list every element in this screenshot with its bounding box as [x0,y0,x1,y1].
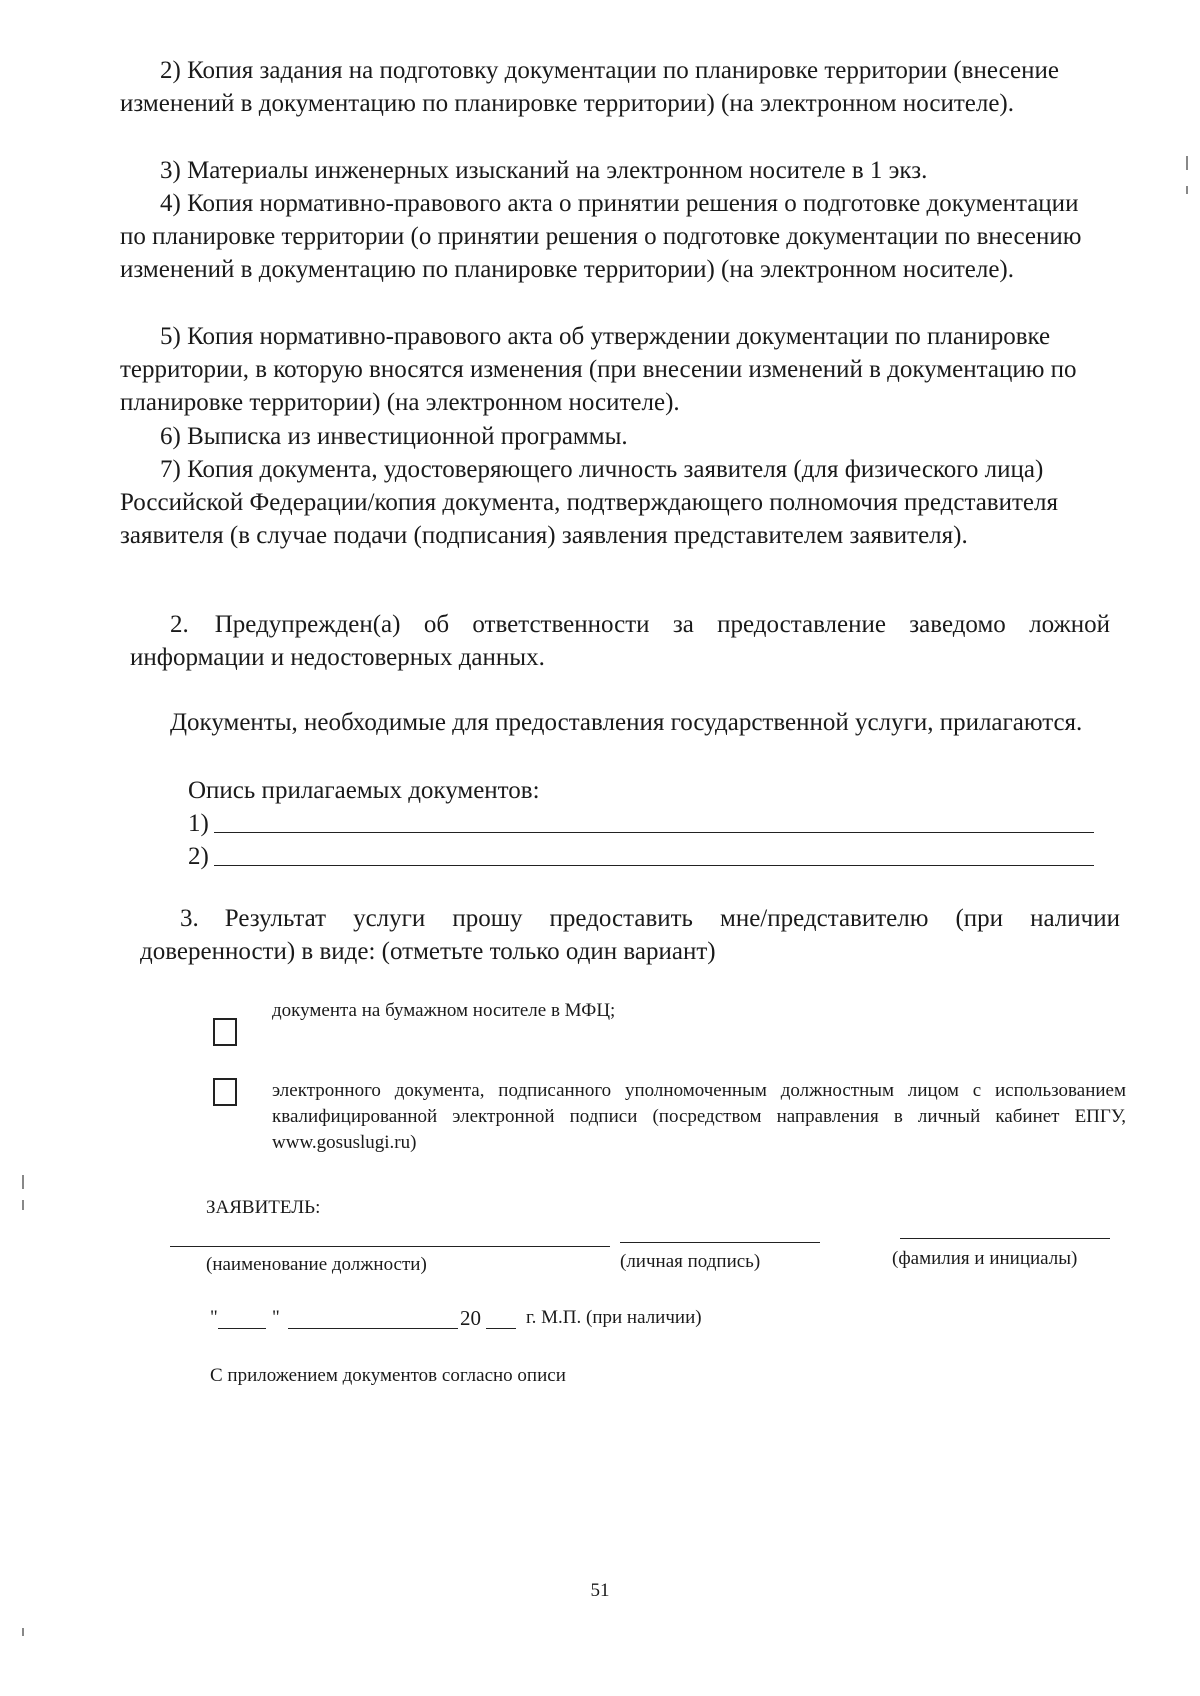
scan-mark [22,1175,24,1189]
section-2 [130,608,1110,674]
date-year-line[interactable] [486,1328,516,1329]
name-line[interactable] [900,1238,1110,1239]
list-item-4: 4) Копия нормативно-правового акта о принятии решения о подготовке документации по планировке территории (о принятии решения о подготовке документации по внесению изменений в документацию по планировке территории) (на электронном носителе). [120,190,1082,283]
signature-caption: (личная подпись) [620,1251,761,1272]
name-caption: (фамилия и инициалы) [892,1248,1078,1269]
section-2-text: Предупрежден(а) об ответственности за предоставление заведомо ложной информации и недостоверных данных. [130,611,1110,671]
section-3-number: 3. [180,905,199,932]
date-month-line[interactable] [288,1328,458,1329]
list-item-5: 5) Копия нормативно-правового акта об утверждении документации по планировке территории, в которую вносятся изменения (при внесении изменений в документацию по планировке территории) (на электронном носителе). [120,323,1077,416]
page-number: 51 [590,1580,610,1601]
inventory-line-1-label: 1) [188,810,209,837]
documents-attached-text: Документы, необходимые для предоставления государственной услуги, прилагаются. [170,709,1083,736]
position-line[interactable] [170,1246,610,1247]
position-caption: (наименование должности) [206,1254,427,1275]
section-3-text: Результат услуги прошу предоставить мне/представителю (при наличии доверенности) в виде: (отметьте только один вариант) [140,905,1120,965]
inventory-line-2-label: 2) [188,843,209,870]
date-year-suffix: г. М.П. (при наличии) [526,1307,702,1328]
section-2-number: 2. [170,611,189,638]
list-item-2: 2) Копия задания на подготовку документации по планировке территории (внесение изменений в документацию по планировке территории) (на электронном носителе). [120,57,1059,117]
list-item-3: 3) Материалы инженерных изысканий на электронном носителе в 1 экз. [160,157,928,184]
option-paper-label: документа на бумажном носителе в МФЦ; [272,1000,616,1021]
scan-mark [1186,156,1188,170]
signature-line[interactable] [620,1242,820,1243]
inventory-line-2[interactable] [214,865,1094,866]
date-day-line[interactable] [218,1328,266,1329]
date-close-quote: " [272,1307,280,1328]
attachments-note: С приложением документов согласно описи [210,1365,566,1386]
scan-mark [1186,186,1188,194]
scan-mark [22,1628,24,1636]
list-item-7: 7) Копия документа, удостоверяющего личность заявителя (для физического лица) Российской Федерации/копия документа, подтверждающего полномочия представителя заявителя (в случае подачи (подписания) заявления представителем заявителя). [120,456,1058,549]
applicant-heading: ЗАЯВИТЕЛЬ: [206,1197,321,1218]
date-year-prefix: 20 [460,1306,481,1330]
date-open-quote: " [210,1307,218,1328]
inventory-line-1[interactable] [214,832,1094,833]
option-electronic-checkbox[interactable] [213,1078,237,1106]
scan-mark [22,1200,24,1210]
option-electronic-label: электронного документа, подписанного уполномоченным должностным лицом с использованием квалифицированной электронной подписи (посредством направления в личный кабинет ЕПГУ, www.gosuslugi.ru) [272,1080,1126,1153]
section-3 [140,902,1120,968]
list-item-6: 6) Выписка из инвестиционной программы. [160,423,628,450]
inventory-title: Опись прилагаемых документов: [188,777,540,804]
option-paper-checkbox[interactable] [213,1018,237,1046]
